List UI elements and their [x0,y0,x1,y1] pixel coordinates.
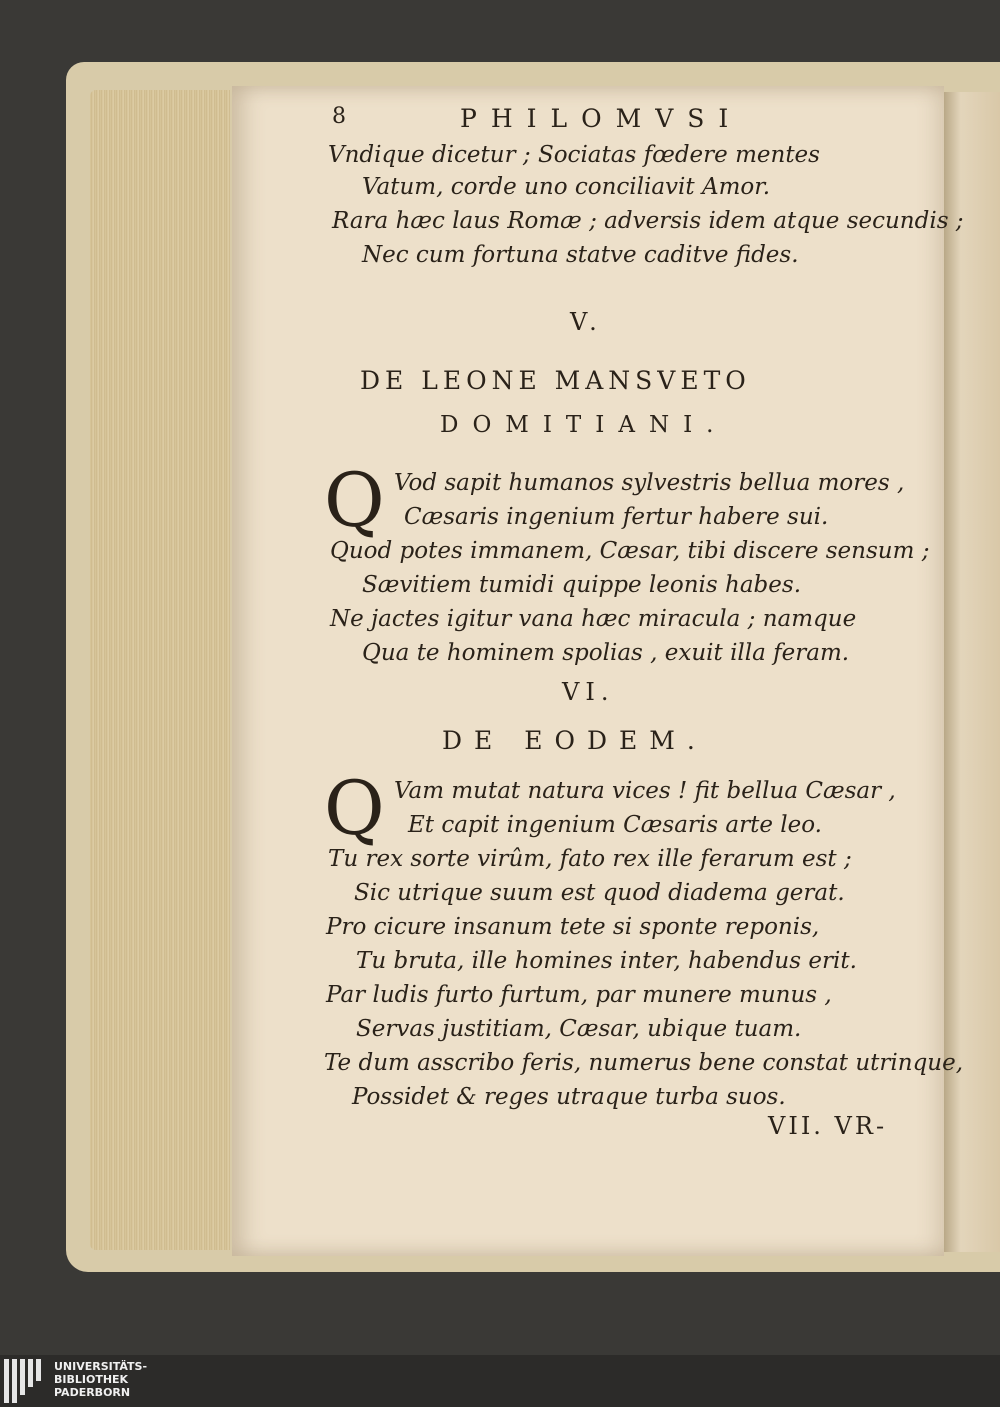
verse-line: Possidet & reges utraque turba suos. [352,1084,786,1110]
drop-initial: Q [324,458,385,544]
verse-line: Sic utrique suum est quod diadema gerat. [354,880,845,906]
catchword: VII. VR- [768,1112,888,1140]
verse-line: Vatum, corde uno conciliavit Amor. [362,174,771,200]
verse-line: Vndique dicetur ; Sociatas fœdere mentes [328,142,820,168]
page-text [232,86,964,1256]
footer-bar [0,1355,1000,1407]
section-title: DE LEONE MANSVETO [360,366,751,395]
drop-initial: Q [324,766,385,852]
verse-line: Tu bruta, ille homines inter, habendus erit. [356,948,857,974]
page-edges [90,90,230,1250]
book-page [232,86,964,1256]
library-name-line: PADERBORN [54,1386,131,1399]
verse-line: Cæsaris ingenium fertur habere sui. [404,504,829,530]
verse-line: Qua te hominem spolias , exuit illa feram. [362,640,850,666]
verse-line: Et capit ingenium Cæsaris arte leo. [408,812,822,838]
verse-line: Nec cum fortuna statve caditve fides. [362,242,799,268]
section-subtitle: DOMITIANI. [440,412,728,438]
verse-line: Vam mutat natura vices ! fit bellua Cæsar , [394,778,896,804]
verse-line: Te dum asscribo feris, numerus bene constat utrinque, [324,1050,964,1076]
section-numeral: V. [570,308,603,336]
page-number: 8 [332,104,352,129]
verse-line: Ne jactes igitur vana hæc miracula ; namque [330,606,857,632]
verse-line: Vod sapit humanos sylvestris bellua mores , [394,470,905,496]
running-title: PHILOMVSI [460,104,743,133]
verse-line: Par ludis furto furtum, par munere munus , [326,982,832,1008]
library-logo-icon [4,1359,44,1403]
verse-line: Tu rex sorte virûm, fato rex ille ferarum est ; [328,846,852,872]
section-title: DE EODEM. [442,726,707,755]
library-name-line: UNIVERSITÄTS- [54,1360,148,1373]
library-name [54,1360,147,1399]
verse-line: Rara hæc laus Romæ ; adversis idem atque secundis ; [332,208,964,234]
verse-line: Quod potes immanem, Cæsar, tibi discere sensum ; [330,538,930,564]
facing-page-edge [944,92,1000,1252]
library-name-line: BIBLIOTHEK [54,1373,129,1386]
section-numeral: VI. [562,678,615,706]
verse-line: Servas justitiam, Cæsar, ubique tuam. [356,1016,802,1042]
verse-line: Sævitiem tumidi quippe leonis habes. [362,572,801,598]
verse-line: Pro cicure insanum tete si sponte reponis, [326,914,820,940]
